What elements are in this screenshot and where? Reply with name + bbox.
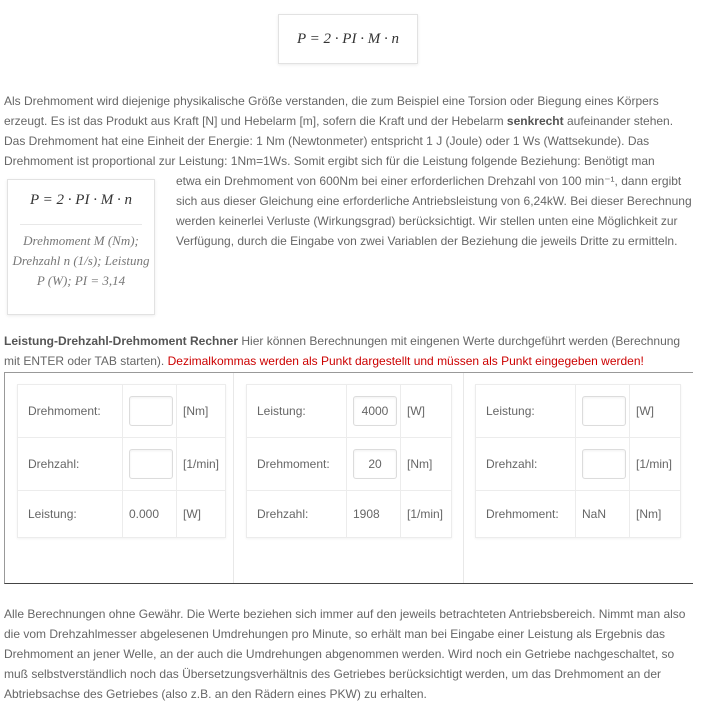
calculator-torque <box>475 384 681 538</box>
power-label: Leistung: <box>476 385 576 438</box>
speed-input[interactable] <box>129 449 173 479</box>
torque-unit: [Nm] <box>630 491 681 538</box>
intro-text: Als Drehmoment wird diejenige physikalische Größe verstanden, die zum Beispiel eine Torsion oder Biegung eines Körpers erzeugt. Es ist das Produkt aus Kraft [N] und Hebelarm [m], sofern die Kraft und der Hebelarm <box>4 94 659 128</box>
calculator-title: Leistung-Drehzahl-Drehmoment Rechner <box>4 334 239 348</box>
speed-input[interactable] <box>582 449 626 479</box>
table-row <box>247 438 452 491</box>
table-row <box>18 438 226 491</box>
table-row <box>476 385 681 438</box>
torque-input[interactable] <box>129 396 173 426</box>
table-row <box>247 491 452 538</box>
speed-result: 1908 <box>347 491 401 538</box>
formula-legend-box <box>7 179 155 315</box>
calculator-hint: Hier können Berechnungen mit eingenen Werte durchgeführt werden (Berechnung mit ENTER oder TAB starten). <box>4 334 681 368</box>
power-unit: [W] <box>401 385 452 438</box>
power-result: 0.000 <box>123 491 177 538</box>
side-formula: P = 2 · PI · M · n <box>30 192 132 208</box>
calculator-panel <box>4 372 693 584</box>
decimal-warning: Dezimalkommas werden als Punkt dargestellt und müssen als Punkt eingegeben werden! <box>167 354 644 368</box>
calculator-intro <box>4 331 694 371</box>
speed-label: Drehzahl: <box>476 438 576 491</box>
torque-result: NaN <box>576 491 630 538</box>
formula-box <box>278 14 418 64</box>
formula-legend: Drehmoment M (Nm); Drehzahl n (1/s); Leistung P (W); PI = 3,14 <box>12 233 150 288</box>
intro-bold-word: senkrecht <box>506 114 564 128</box>
torque-unit: [Nm] <box>401 438 452 491</box>
speed-label: Drehzahl: <box>247 491 347 538</box>
speed-unit: [1/min] <box>177 438 226 491</box>
power-label: Leistung: <box>18 491 123 538</box>
speed-label: Drehzahl: <box>18 438 123 491</box>
power-unit: [W] <box>630 385 681 438</box>
table-row <box>476 491 681 538</box>
table-row <box>18 491 226 538</box>
torque-label: Drehmoment: <box>247 438 347 491</box>
table-row <box>247 385 452 438</box>
table-row <box>476 438 681 491</box>
torque-label: Drehmoment: <box>476 491 576 538</box>
power-label: Leistung: <box>247 385 347 438</box>
power-unit: [W] <box>177 491 226 538</box>
power-formula: P = 2 · PI · M · n <box>297 30 399 47</box>
table-row <box>18 385 226 438</box>
disclaimer-paragraph: Alle Berechnungen ohne Gewähr. Die Werte beziehen sich immer auf den jeweils betrachteten Antriebsbereich. Nimmt man also die vom Drehzahlmesser abgelesenen Umdrehungen pro Minute, so erhält man bei Eingabe einer Leistung als Ergebnis das Drehmoment an jener Welle, an der auch die Umdrehungen abgenommen werden. Wird noch ein Getriebe nachgeschaltet, so muß selbstverständlich noch das Übersetzungsverhältnis des Getriebes berücksichtigt werden, um das Drehmoment an der Abtriebsachse des Getriebes (also z.B. an den Rädern eines PKW) zu erhalten. <box>4 607 686 701</box>
speed-unit: [1/min] <box>401 491 452 538</box>
torque-input[interactable] <box>353 449 397 479</box>
example-paragraph: etwa ein Drehmoment von 600Nm bei einer erforderlichen Drehzahl von 100 min⁻¹, dann ergibt sich aus dieser Gleichung eine erforderliche Antriebsleistung von 6,24kW. Bei dieser Berechnung werden keinerlei Verluste (Wirkungsgrad) berücksichtigt. Wir stellen unten eine Möglichkeit zur Verfügung, durch die Eingabe von zwei Variablen der Beziehung die jeweils Dritte zu ermitteln. <box>176 174 692 248</box>
calculator-speed <box>246 384 452 538</box>
power-input[interactable] <box>582 396 626 426</box>
speed-unit: [1/min] <box>630 438 681 491</box>
torque-unit: [Nm] <box>177 385 226 438</box>
power-input[interactable] <box>353 396 397 426</box>
column-divider <box>233 373 234 583</box>
torque-label: Drehmoment: <box>18 385 123 438</box>
calculator-power <box>17 384 226 538</box>
intro-paragraph <box>4 91 690 171</box>
intro-text-continued: aufeinander stehen. Das Drehmoment hat eine Einheit der Energie: 1 Nm (Newtonmeter) entspricht 1 J (Joule) oder 1 Ws (Wattsekunde). Das Drehmoment ist proportional zur Leistung: 1Nm=1Ws. Somit ergibt sich für die Leistung folgende Beziehung: Benötigt man <box>4 114 674 168</box>
column-divider <box>463 373 464 583</box>
divider <box>20 224 142 225</box>
